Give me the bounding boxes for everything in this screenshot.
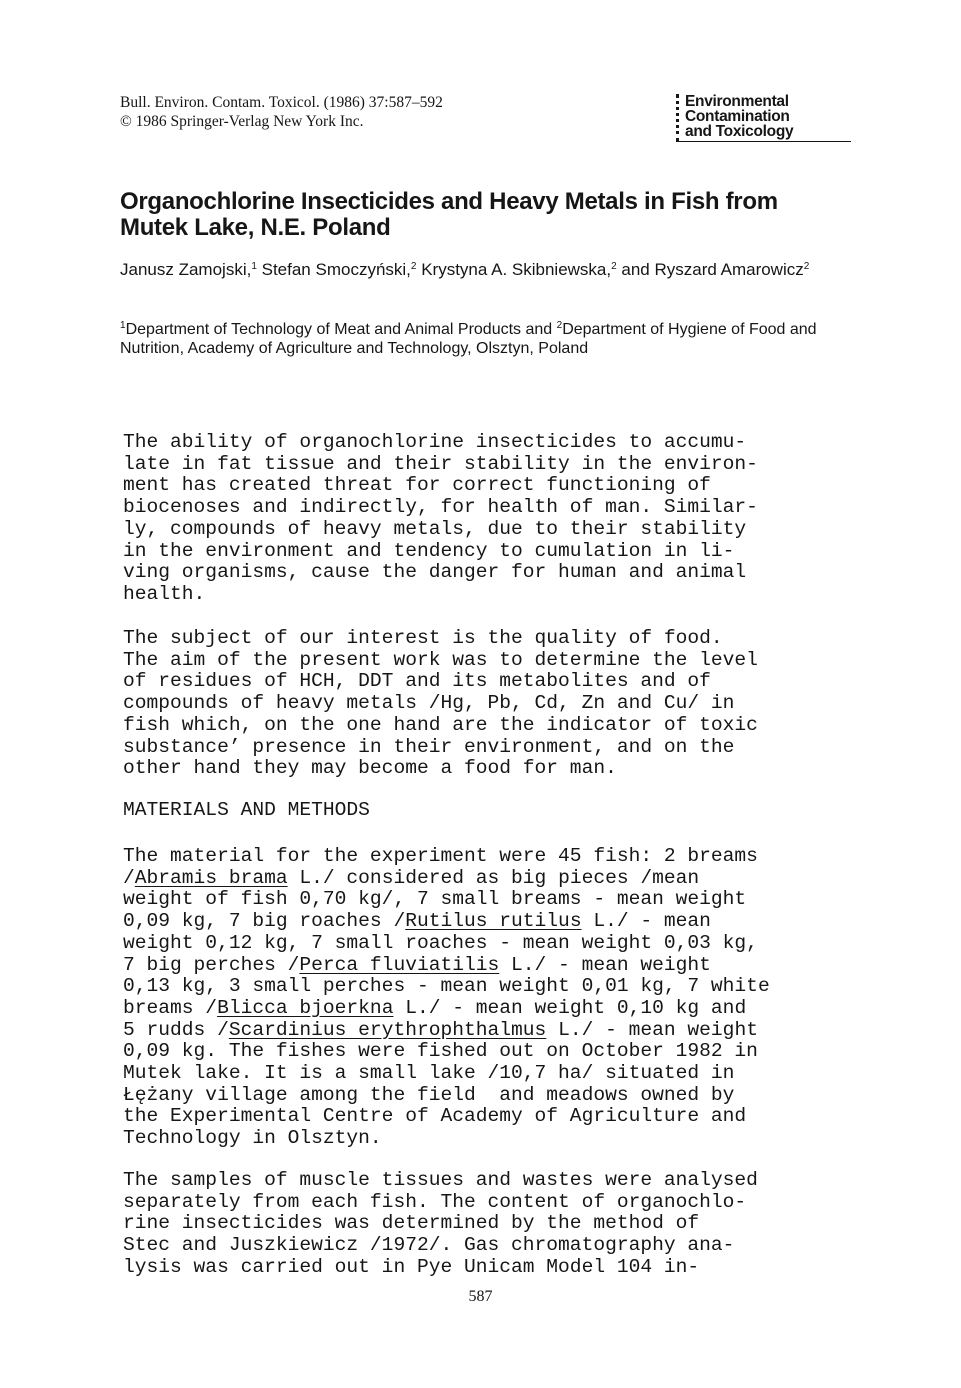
article-title: Organochlorine Insecticides and Heavy Metals in Fish from Mutek Lake, N.E. Poland	[120, 188, 778, 241]
species-name: Rutilus rutilus	[405, 910, 582, 933]
text-line: Stec and Juszkiewicz /1972/. Gas chromatography ana-	[123, 1234, 735, 1257]
text-line: Technology in Olsztyn.	[123, 1127, 382, 1150]
text-line: 0,09 kg, 7 big roaches /Rutilus rutilus L./ - mean	[123, 910, 711, 933]
text-line: 0,13 kg, 3 small perches - mean weight 0,01 kg, 7 white	[123, 975, 770, 998]
section-heading: MATERIALS AND METHODS	[123, 799, 370, 821]
text-line: rine insecticides was determined by the method of	[123, 1212, 700, 1235]
text-line: The aim of the present work was to determine the level	[123, 648, 758, 671]
paragraph-materials	[123, 846, 853, 1150]
text-line: in the environment and tendency to cumulation in li-	[123, 539, 735, 562]
text-line: Łężany village among the field and meadows owned by	[123, 1083, 735, 1106]
text-line: separately from each fish. The content of organochlo-	[123, 1190, 747, 1213]
text-line: The material for the experiment were 45 fish: 2 breams	[123, 845, 758, 867]
citation-line: Bull. Environ. Contam. Toxicol. (1986) 37:587–592	[120, 94, 443, 111]
author-name: and Ryszard Amarowicz	[616, 260, 804, 279]
species-name: Abramis brama	[134, 866, 288, 889]
text-line: compounds of heavy metals /Hg, Pb, Cd, Zn and Cu/ in	[123, 692, 735, 715]
text-line: weight of fish 0,70 kg/, 7 small breams - mean weight	[123, 888, 747, 911]
affiliation-text: Department of Hygiene of Food and Nutrition, Academy of Agriculture and Technology, Olsztyn, Poland	[120, 321, 817, 357]
author-name: Janusz Zamojski,	[120, 260, 252, 279]
text-line: ving organisms, cause the danger for human and animal	[123, 561, 747, 584]
affiliation-marker: 1	[251, 261, 257, 272]
text-line: The samples of muscle tissues and wastes were analysed	[123, 1169, 758, 1191]
text-line: late in fat tissue and their stability in the environ-	[123, 452, 758, 475]
species-name: Perca fluviatilis	[299, 953, 500, 976]
text-line: health.	[123, 582, 206, 605]
author-name: Stefan Smoczyński,	[256, 260, 411, 279]
author-affiliations	[120, 321, 820, 358]
paragraph-introduction	[123, 432, 853, 606]
text-line: breams /Blicca bjoerkna L./ - mean weight 0,10 kg and	[123, 996, 747, 1019]
text-line: /Abramis brama L./ considered as big pieces /mean	[123, 866, 700, 889]
text-line: The ability of organochlorine insecticides to accumu-	[123, 431, 747, 453]
copyright-line: © 1986 Springer-Verlag New York Inc.	[120, 113, 364, 130]
journal-logo	[676, 94, 851, 142]
text-line: 7 big perches /Perca fluviatilis L./ - mean weight	[123, 953, 711, 976]
text-line: 0,09 kg. The fishes were fished out on October 1982 in	[123, 1040, 758, 1063]
paragraph-aim	[123, 628, 853, 780]
journal-citation	[120, 93, 443, 131]
affiliation-marker: 2	[556, 320, 563, 331]
text-line: lysis was carried out in Pye Unicam Model 104 in-	[123, 1255, 700, 1278]
journal-logo-line: and Toxicology	[685, 123, 794, 140]
page-number: 587	[468, 1288, 493, 1305]
author-list	[120, 260, 840, 280]
affiliation-text: Department of Technology of Meat and Animal Products and	[125, 321, 557, 338]
species-name: Scardinius erythrophthalmus	[228, 1018, 547, 1041]
affiliation-marker: 2	[611, 261, 617, 272]
species-name: Blicca bjoerkna	[217, 996, 394, 1019]
affiliation-marker: 2	[410, 261, 417, 272]
affiliation-marker: 1	[120, 320, 126, 331]
journal-logo-line: Environmental	[685, 93, 789, 110]
text-line: 5 rudds /Scardinius erythrophthalmus L./ - mean weight	[123, 1018, 758, 1041]
affiliation-marker: 2	[803, 261, 810, 272]
author-name: Krystyna A. Skibniewska,	[416, 260, 612, 279]
text-line: the Experimental Centre of Academy of Agriculture and	[123, 1105, 747, 1128]
journal-logo-line: Contamination	[685, 108, 790, 125]
text-line: weight 0,12 kg, 7 small roaches - mean weight 0,03 kg,	[123, 931, 758, 954]
text-line: ly, compounds of heavy metals, due to their stability	[123, 517, 747, 540]
text-line: other hand they may become a food for man.	[123, 757, 617, 780]
text-line: of residues of HCH, DDT and its metabolites and of	[123, 670, 711, 693]
text-line: fish which, on the one hand are the indicator of toxic	[123, 713, 758, 736]
paragraph-methods	[123, 1170, 853, 1279]
text-line: substance’ presence in their environment, and on the	[123, 735, 735, 758]
text-line: Mutek lake. It is a small lake /10,7 ha/ situated in	[123, 1062, 735, 1085]
text-line: ment has created threat for correct functioning of	[123, 474, 711, 497]
text-line: biocenoses and indirectly, for health of man. Similar-	[123, 496, 758, 519]
text-line: The subject of our interest is the quality of food.	[123, 627, 723, 649]
